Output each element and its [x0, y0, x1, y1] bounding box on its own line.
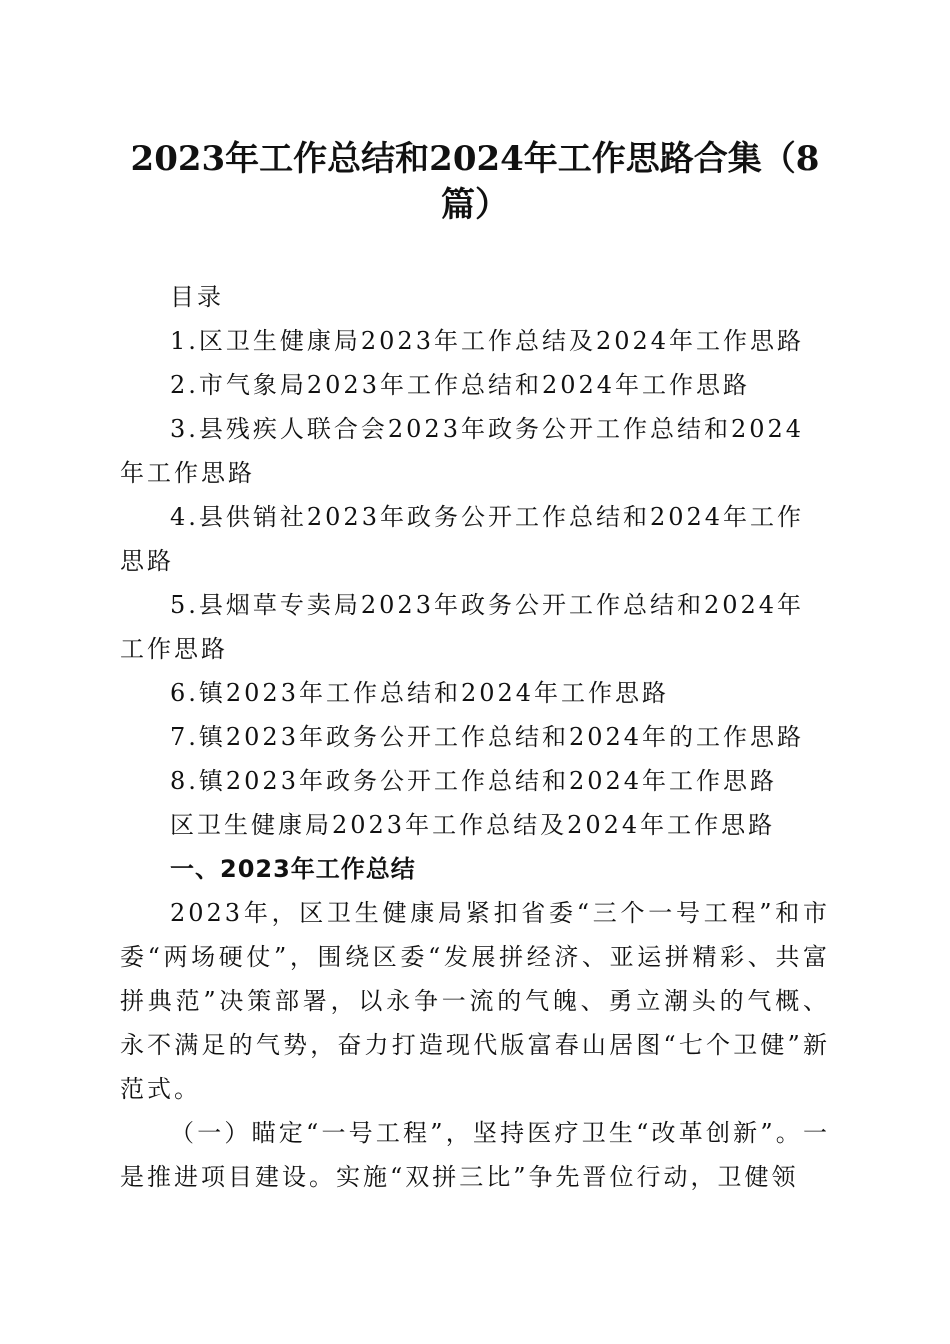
- toc-item-1: 1.区卫生健康局2023年工作总结及2024年工作思路: [170, 327, 805, 355]
- toc-item-3: 3.县残疾人联合会2023年政务公开工作总结和2024年工作思路: [120, 415, 805, 487]
- toc-heading: 目录: [170, 283, 224, 311]
- toc-item-8: 8.镇2023年政务公开工作总结和2024年工作思路: [170, 767, 778, 795]
- article-title: 区卫生健康局2023年工作总结及2024年工作思路: [170, 811, 776, 839]
- paragraph-2: （一）瞄定“一号工程”，坚持医疗卫生“改革创新”。一是推进项目建设。实施“双拼三比”争先晋位行动，卫健领: [120, 1119, 830, 1191]
- toc-item-7: 7.镇2023年政务公开工作总结和2024年的工作思路: [170, 723, 805, 751]
- paragraph-1: 2023年，区卫生健康局紧扣省委“三个一号工程”和市委“两场硬仗”，围绕区委“发展拼经济、亚运拼精彩、共富拼典范”决策部署，以永争一流的气魄、勇立潮头的气概、永不满足的气势，奋力打造现代版富春山居图“七个卫健”新范式。: [120, 899, 830, 1103]
- section-heading: 一、2023年工作总结: [170, 855, 416, 883]
- document-body: [120, 275, 830, 1199]
- toc-item-2: 2.市气象局2023年工作总结和2024年工作思路: [170, 371, 751, 399]
- toc-item-5: 5.县烟草专卖局2023年政务公开工作总结和2024年工作思路: [120, 591, 805, 663]
- toc-item-6: 6.镇2023年工作总结和2024年工作思路: [170, 679, 670, 707]
- toc-item-4: 4.县供销社2023年政务公开工作总结和2024年工作思路: [120, 503, 805, 575]
- document-title: 2023年工作总结和2024年工作思路合集（8篇）: [130, 139, 820, 225]
